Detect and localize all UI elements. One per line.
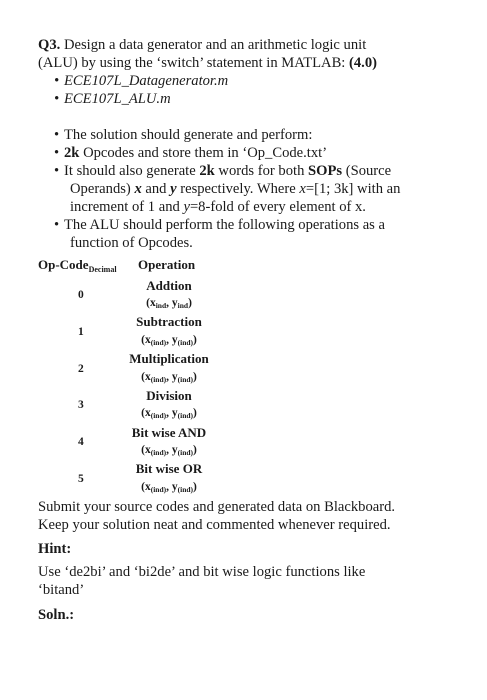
file-item-1 [54, 72, 228, 90]
arg-sep: , [166, 334, 172, 346]
hint-line-2: ‘bitand’ [38, 582, 85, 598]
operation-name-2: Multiplication [129, 351, 209, 366]
bullet-glyph: • [54, 127, 60, 143]
hint-label: Hint: [38, 541, 72, 557]
operation-args-5: ($x_{(ind)}$, $y_{(ind)}$) [141, 481, 197, 494]
requirement-3-text-h: increment of 1 and [70, 199, 184, 215]
arg-x: x [144, 371, 151, 383]
arg-y: y [171, 334, 178, 346]
requirement-3-text-e: and [141, 181, 171, 197]
arg-y-sub: (ind) [177, 375, 194, 384]
submit-line-2: Keep your solution neat and commented whenever required. [38, 517, 391, 533]
requirement-3-text-b: words for both [214, 163, 309, 179]
opcode-2: 2 [78, 363, 84, 375]
opcode-1: 1 [78, 326, 84, 338]
var-y: y [170, 181, 177, 197]
operation-args-2: ($x_{(ind)}$, $y_{(ind)}$) [141, 371, 197, 384]
arg-x-sub: (ind) [150, 375, 167, 384]
requirement-3-text-g: =[1; 3k] with an [305, 181, 401, 197]
arg-y-sub: (ind) [177, 485, 194, 494]
operation-args-1: ($x_{(ind)}$, $y_{(ind)}$) [141, 334, 197, 347]
arg-sep: , [166, 444, 172, 456]
arg-sep: , [166, 481, 172, 493]
bullet-glyph: • [54, 73, 60, 89]
bullet-glyph: • [54, 163, 60, 179]
arg-sep: , [166, 407, 172, 419]
requirement-3-line-1 [54, 162, 391, 180]
arg-x: x [144, 407, 151, 419]
operation-args-3: ($x_{(ind)}$, $y_{(ind)}$) [141, 407, 197, 420]
opcode-4: 4 [78, 436, 84, 448]
arg-y: y [171, 444, 178, 456]
requirement-2 [54, 144, 327, 162]
requirement-4-text-b: function of Opcodes. [70, 235, 193, 251]
opcode-column-header [38, 257, 117, 278]
question-intro-1: Design a data generator and an arithmetic logic unit [63, 37, 367, 53]
requirement-3-text-c: (Source [342, 163, 392, 179]
requirement-3-text-d: Operands) [70, 181, 135, 197]
arg-x-sub: (ind) [150, 411, 167, 420]
operation-name-4: Bit wise AND [131, 425, 207, 440]
arg-y: y [171, 371, 178, 383]
bullet-glyph: • [54, 91, 60, 107]
solution-label: Soln.: [38, 607, 75, 623]
question-line-1 [38, 36, 366, 54]
var-y-2: y [183, 199, 190, 215]
operation-name-0: Addtion [146, 278, 192, 293]
requirement-3-count: 2k [199, 163, 215, 179]
opcode-5: 5 [78, 473, 84, 485]
arg-x-sub: ind [155, 301, 167, 310]
operation-args-0: ($x_{ind}$, $y_{ind}$) [146, 297, 192, 310]
bullet-glyph: • [54, 217, 60, 233]
requirement-4-text-a: The ALU should perform the following operations as a [64, 217, 385, 233]
arg-y-sub: (ind) [177, 448, 194, 457]
arg-x: x [144, 444, 151, 456]
arg-y: y [171, 407, 178, 419]
requirement-3-sops: SOPs [308, 163, 343, 179]
operation-name-5: Bit wise OR [135, 461, 203, 476]
arg-x: x [144, 334, 151, 346]
hint-line-1: Use ‘de2bi’ and ‘bi2de’ and bit wise logic functions like [38, 564, 366, 580]
submit-line-1: Submit your source codes and generated data on Blackboard. [38, 499, 396, 515]
arg-y: y [171, 297, 178, 309]
var-x: x [134, 181, 142, 197]
arg-x-sub: (ind) [150, 448, 167, 457]
file-name-1: ECE107L_Datagenerator.m [64, 73, 229, 89]
requirement-3-text-f: respectively. Where [176, 181, 300, 197]
var-x-2: x [299, 181, 306, 197]
question-line-2 [38, 54, 377, 72]
opcode-0: 0 [78, 289, 84, 301]
operation-column-header: Operation [138, 257, 196, 272]
requirement-2-text: Opcodes and store them in ‘Op_Code.txt’ [79, 145, 328, 161]
requirement-1 [54, 126, 312, 144]
arg-x: x [149, 297, 156, 309]
operation-name-3: Division [146, 388, 192, 403]
opcode-header-subscript: Decimal [88, 265, 117, 274]
requirement-2-count: 2k [64, 145, 80, 161]
opcode-header-label: Op-Code [38, 257, 89, 272]
requirement-3-text-a: It should also generate [64, 163, 200, 179]
arg-y-sub: (ind) [177, 338, 194, 347]
arg-sep: , [166, 297, 172, 309]
question-points: (4.0) [349, 55, 377, 71]
operation-name-1: Subtraction [136, 314, 202, 329]
arg-x-sub: (ind) [150, 338, 167, 347]
arg-y: y [171, 481, 178, 493]
arg-y-sub: (ind) [177, 411, 194, 420]
opcode-3: 3 [78, 399, 84, 411]
bullet-glyph: • [54, 145, 60, 161]
requirement-4-line-1 [54, 216, 385, 234]
arg-x-sub: (ind) [150, 485, 167, 494]
arg-sep: , [166, 371, 172, 383]
question-number: Q3. [38, 37, 61, 53]
question-intro-2: (ALU) by using the ‘switch’ statement in MATLAB: [38, 55, 350, 71]
requirement-3-line-2 [70, 180, 400, 198]
file-item-2 [54, 90, 171, 108]
arg-x: x [144, 481, 151, 493]
requirement-1-text: The solution should generate and perform: [64, 127, 313, 143]
requirement-3-text-i: =8-fold of every element of x. [189, 199, 366, 215]
requirement-3-line-3 [70, 198, 366, 216]
arg-y-sub: ind [177, 301, 189, 310]
operation-args-4: ($x_{(ind)}$, $y_{(ind)}$) [141, 444, 197, 457]
requirement-4-line-2 [70, 234, 193, 252]
file-name-2: ECE107L_ALU.m [64, 91, 171, 107]
